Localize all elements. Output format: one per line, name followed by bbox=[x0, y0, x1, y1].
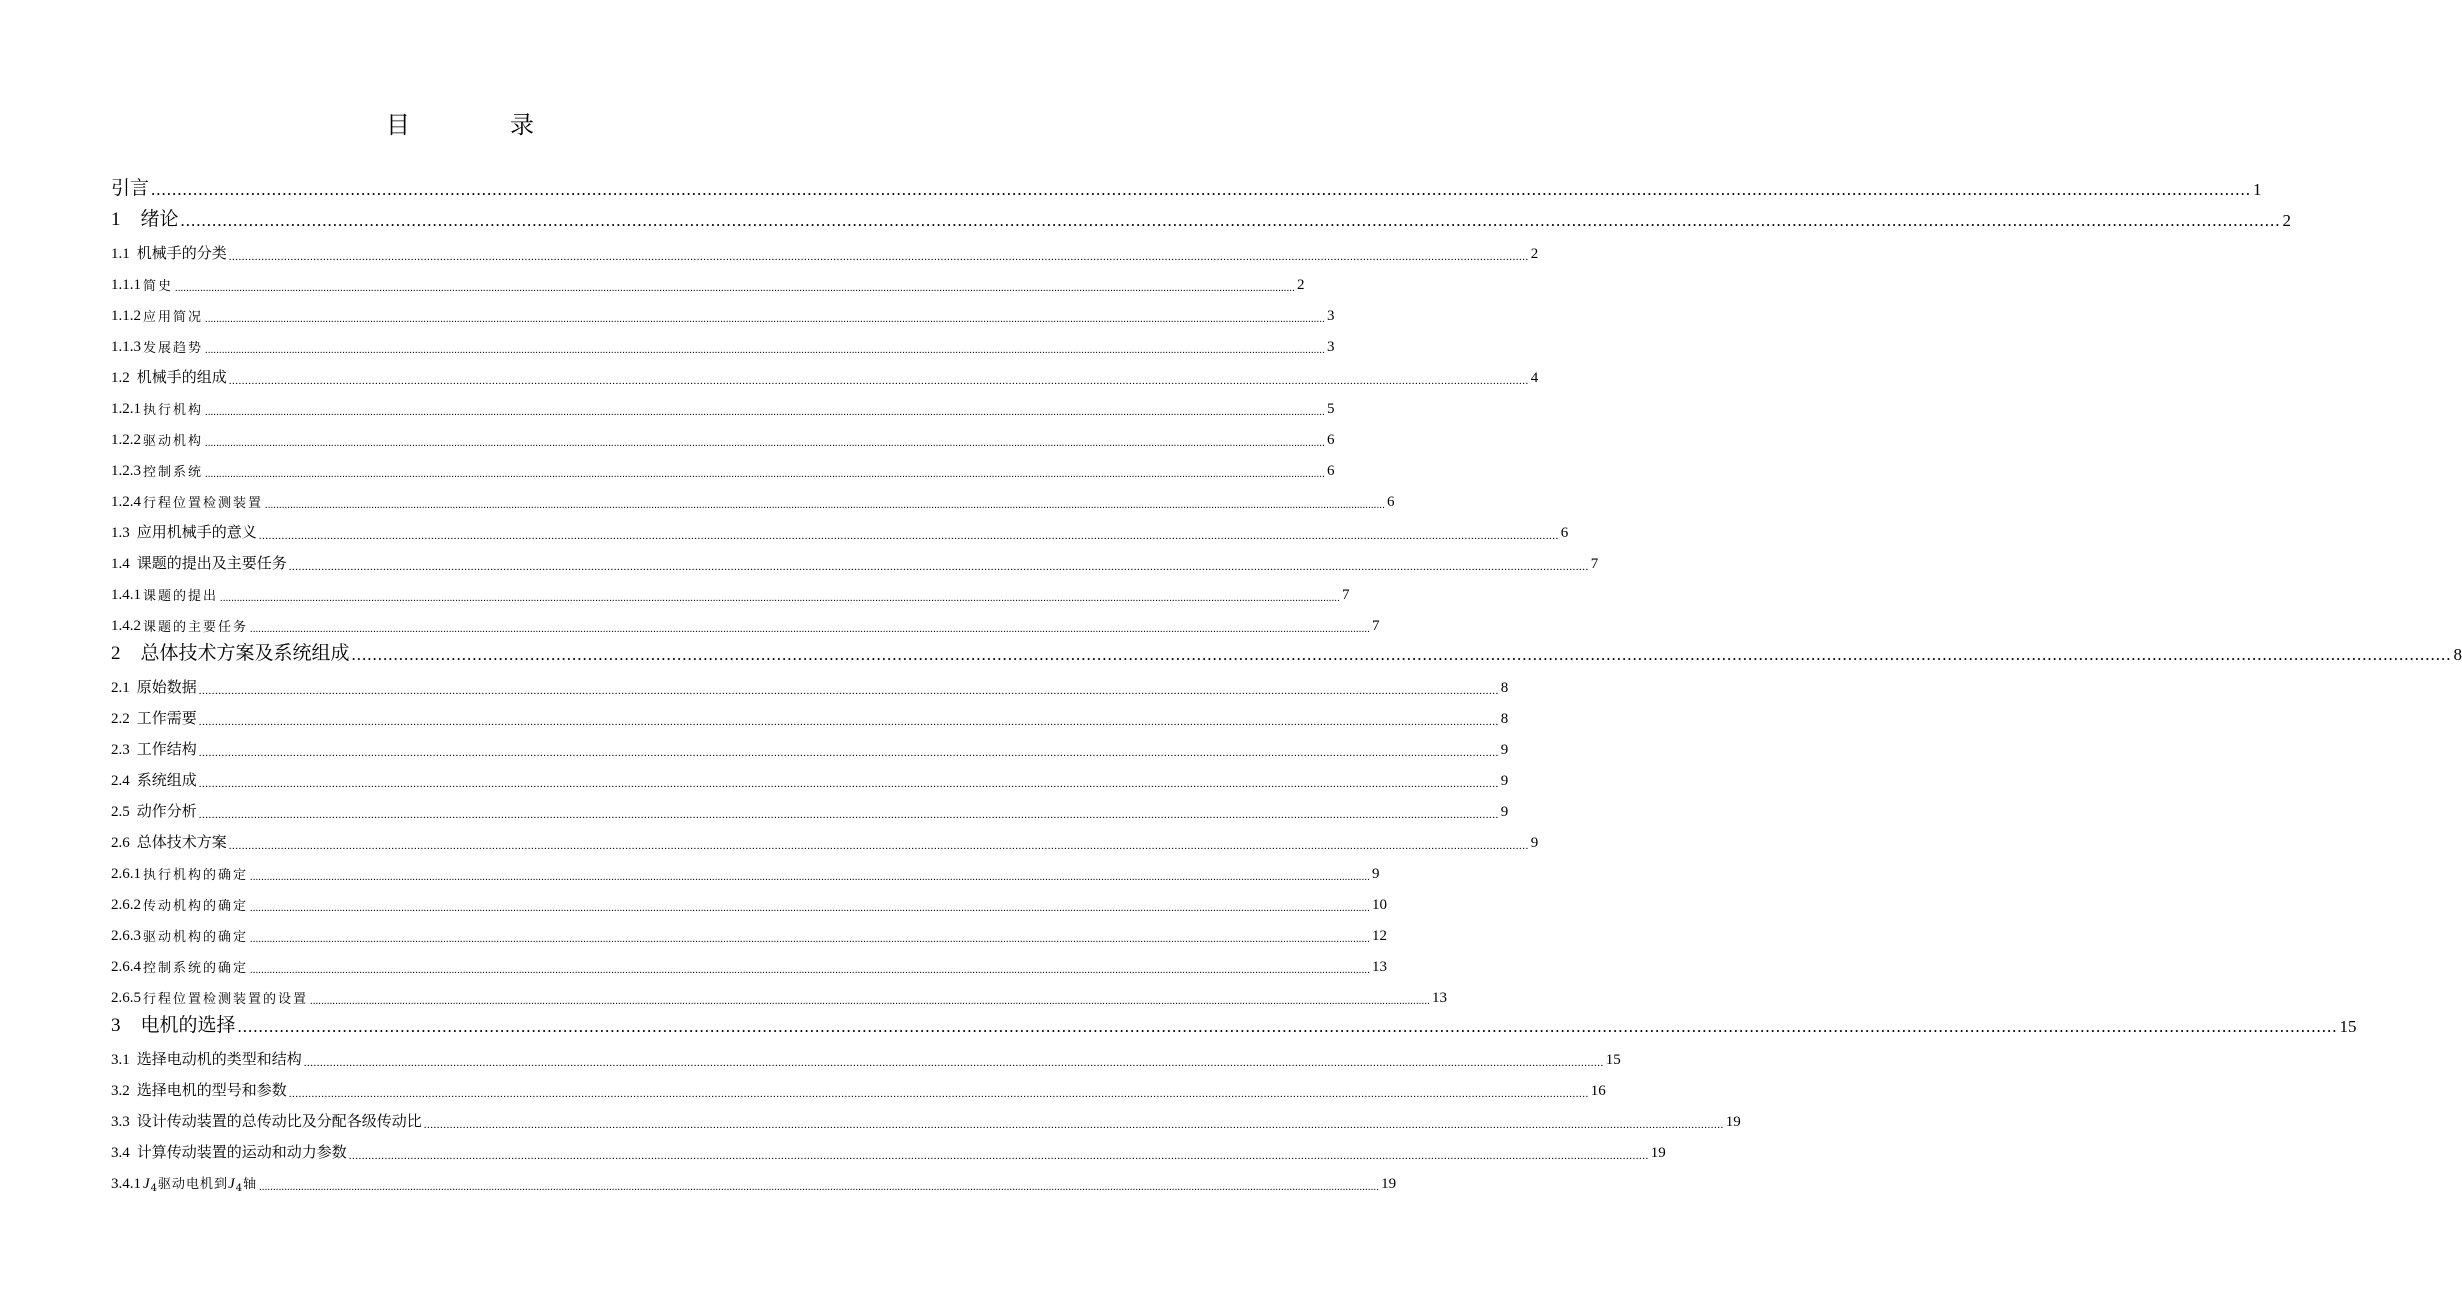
toc-section-number: 1.2.3 bbox=[111, 463, 141, 479]
toc-entry[interactable] bbox=[111, 1076, 1606, 1100]
toc-section-number: 2.5 bbox=[111, 804, 130, 820]
toc-page-number: 8 bbox=[1500, 680, 1509, 696]
dot-leader: ................................................................................................................................................................................................................................................................................................................................................................................................................ bbox=[228, 840, 1529, 852]
dot-leader: ................................................................................................................................................................................................................................................................................................................................................................................................................ bbox=[198, 809, 1499, 821]
dot-leader: ................................................................................................................................................................................................................................................................................................................................................................................................................ bbox=[205, 314, 1326, 325]
subscript: 4 bbox=[235, 1183, 244, 1194]
toc-page-number: 16 bbox=[1590, 1083, 1606, 1099]
toc-entry-label bbox=[111, 399, 203, 418]
toc-entry[interactable] bbox=[111, 549, 1599, 573]
toc-entry[interactable] bbox=[111, 890, 1388, 914]
toc-section-number: 1.2 bbox=[111, 370, 130, 386]
toc-section-number: 1.1.1 bbox=[111, 277, 141, 293]
toc-section-number: 1.2.4 bbox=[111, 494, 141, 510]
toc-entry-label bbox=[111, 895, 248, 914]
toc-section-number: 2.6.4 bbox=[111, 959, 141, 975]
toc-page-number: 7 bbox=[1372, 618, 1380, 634]
toc-page-number: 19 bbox=[1650, 1145, 1666, 1161]
toc-page-number: 8 bbox=[2453, 645, 2462, 664]
toc-section-number: 3.1 bbox=[111, 1052, 130, 1068]
toc-entry[interactable] bbox=[111, 611, 1380, 635]
toc-entry-label bbox=[111, 1141, 347, 1162]
toc-page-number: 2 bbox=[1530, 246, 1539, 262]
dot-leader: ................................................................................................................................................................................................................................................................................................................................................................................................................ bbox=[205, 345, 1326, 356]
dot-leader: ................................................................................................................................................................................................................................................................................................................................................................................................................ bbox=[288, 561, 1589, 573]
dot-leader: ................................................................................................................................................................................................................................................................................................................................................................................................................ bbox=[259, 1182, 1380, 1193]
toc-section-number: 2.6.1 bbox=[111, 866, 141, 882]
toc-entry-text: 系统组成 bbox=[136, 771, 197, 789]
subscript: 4 bbox=[150, 1183, 159, 1194]
toc-section-number: 1 bbox=[111, 209, 121, 230]
toc-entry-label bbox=[111, 337, 203, 356]
toc-entry-text: 工作需要 bbox=[136, 709, 197, 727]
toc-page-number: 15 bbox=[2339, 1017, 2357, 1036]
toc-section-number: 2.3 bbox=[111, 742, 130, 758]
toc-section-number: 1.4 bbox=[111, 556, 130, 572]
toc-entry-text: 控制系统 bbox=[143, 465, 204, 480]
toc-entry-text: 工作结构 bbox=[136, 740, 197, 758]
dot-leader: ................................................................................................................................................................................................................................................................................................................................................................................................................ bbox=[265, 500, 1386, 511]
dot-leader: ................................................................................................................................................................................................................................................................................................................................................................................................................ bbox=[423, 1119, 1724, 1131]
toc-section-number: 1.1.3 bbox=[111, 339, 141, 355]
toc-entry-label bbox=[111, 1010, 236, 1037]
toc-section-number: 3.2 bbox=[111, 1083, 130, 1099]
dot-leader: ................................................................................................................................................................................................................................................................................................................................................................................................................ bbox=[205, 438, 1326, 449]
toc-entry[interactable] bbox=[111, 394, 1335, 418]
toc-entry[interactable] bbox=[111, 766, 1509, 790]
toc-entry[interactable] bbox=[111, 921, 1388, 945]
toc-page-number: 8 bbox=[1500, 711, 1509, 727]
dot-leader: ................................................................................................................................................................................................................................................................................................................................................................................................................ bbox=[250, 903, 1371, 914]
toc-entry[interactable] bbox=[111, 1138, 1666, 1162]
toc-entry-label bbox=[111, 275, 173, 294]
toc-page-number: 6 bbox=[1327, 432, 1335, 448]
toc-page-number: 9 bbox=[1530, 835, 1539, 851]
toc-entry-text: 传动机构的确定 bbox=[143, 899, 249, 914]
toc-page-number: 4 bbox=[1530, 370, 1539, 386]
dot-leader: ................................................................................................................................................................................................................................................................................................................................................................................................................ bbox=[228, 251, 1529, 263]
dot-leader: ................................................................................................................................................................................................................................................................................................................................................................................................................ bbox=[205, 469, 1326, 480]
dot-leader: ................................................................................................................................................................................................................................................................................................................................................................................................................ bbox=[228, 375, 1529, 387]
toc-entry[interactable] bbox=[111, 207, 2292, 231]
toc-page-number: 9 bbox=[1372, 866, 1380, 882]
toc-entry-text: 课题的提出及主要任务 bbox=[136, 554, 287, 572]
toc-entry[interactable] bbox=[111, 859, 1380, 883]
toc-page-number: 9 bbox=[1500, 742, 1509, 758]
toc-entry-text: 绪论 bbox=[140, 208, 179, 230]
toc-entry[interactable] bbox=[111, 580, 1350, 604]
toc-entry-label bbox=[111, 769, 197, 790]
dot-leader: ................................................................................................................................................................................................................................................................................................................................................................................................................ bbox=[348, 1150, 1649, 1162]
toc-page-number: 13 bbox=[1372, 959, 1388, 975]
toc-title: 目 录 bbox=[386, 111, 572, 139]
toc-section-number: 3.4 bbox=[111, 1145, 130, 1161]
toc-entry-text: 控制系统的确定 bbox=[143, 961, 249, 976]
dot-leader: ................................................................................................................................................................................................................................................................................................................................................................................................................ bbox=[250, 624, 1371, 635]
toc-entry-label bbox=[111, 552, 287, 573]
toc-section-number: 2.4 bbox=[111, 773, 130, 789]
toc-page-number: 2 bbox=[2282, 211, 2292, 230]
dot-leader: ................................................................................................................................................................................................................................................................................................................................................................................................................ bbox=[198, 747, 1499, 759]
toc-page-number: 5 bbox=[1327, 401, 1335, 417]
toc-entry-text: 行程位置检测装置的设置 bbox=[143, 992, 309, 1007]
toc-entry[interactable] bbox=[111, 735, 1509, 759]
toc-entry-text: 计算传动装置的运动和动力参数 bbox=[136, 1143, 347, 1161]
toc-page-number: 3 bbox=[1327, 339, 1335, 355]
toc-page-number: 1 bbox=[2253, 180, 2262, 199]
toc-entry[interactable] bbox=[111, 828, 1539, 852]
toc-page-number: 7 bbox=[1342, 587, 1350, 603]
toc-page-number: 19 bbox=[1725, 1114, 1741, 1130]
toc-entry-text: 行程位置检测装置 bbox=[143, 496, 264, 511]
toc-entry-label bbox=[111, 173, 149, 200]
toc-section-number: 1.2.2 bbox=[111, 432, 141, 448]
toc-entry-label bbox=[111, 1079, 287, 1100]
toc-entry-text: 设计传动装置的总传动比及分配各级传动比 bbox=[136, 1112, 422, 1130]
toc-entry[interactable] bbox=[111, 518, 1569, 542]
toc-entry-label bbox=[111, 585, 218, 604]
toc-entry-label bbox=[111, 676, 197, 697]
toc-entry-label bbox=[111, 926, 248, 945]
toc-entry-label bbox=[111, 1048, 302, 1069]
toc-entry-text: 选择电动机的类型和结构 bbox=[136, 1050, 302, 1068]
toc-entry-label bbox=[111, 616, 248, 635]
toc-page-number: 13 bbox=[1432, 990, 1448, 1006]
toc-entry-label bbox=[111, 242, 227, 263]
toc-entry[interactable] bbox=[111, 797, 1509, 821]
toc-section-number: 1.4.2 bbox=[111, 618, 141, 634]
toc-entry-label bbox=[111, 638, 350, 665]
toc-entry[interactable] bbox=[111, 176, 2262, 200]
dot-leader: ................................................................................................................................................................................................................................................................................................................................................................................................................ bbox=[198, 778, 1499, 790]
variable-j: J bbox=[143, 1176, 151, 1192]
toc-entry[interactable] bbox=[111, 983, 1448, 1007]
toc-entry[interactable] bbox=[111, 239, 1539, 263]
toc-page-number: 3 bbox=[1327, 308, 1335, 324]
toc-entry-text: 执行机构 bbox=[143, 403, 204, 418]
toc-page-number: 6 bbox=[1560, 525, 1569, 541]
toc-page-number: 12 bbox=[1372, 928, 1388, 944]
toc-section-number: 3.3 bbox=[111, 1114, 130, 1130]
dot-leader: ................................................................................................................................................................................................................................................................................................................................................................................................................ bbox=[237, 1017, 2338, 1036]
toc-section-number: 2.6.2 bbox=[111, 897, 141, 913]
dot-leader: ................................................................................................................................................................................................................................................................................................................................................................................................................ bbox=[250, 965, 1371, 976]
toc-entry-text-tail: 轴 bbox=[243, 1177, 258, 1192]
dot-leader: ................................................................................................................................................................................................................................................................................................................................................................................................................ bbox=[151, 180, 2252, 199]
dot-leader: ................................................................................................................................................................................................................................................................................................................................................................................................................ bbox=[180, 211, 2281, 230]
toc-page-number: 7 bbox=[1590, 556, 1599, 572]
dot-leader: ................................................................................................................................................................................................................................................................................................................................................................................................................ bbox=[303, 1057, 1604, 1069]
toc-entry[interactable] bbox=[111, 641, 2462, 665]
toc-entry[interactable] bbox=[111, 332, 1335, 356]
toc-entry-text: 引言 bbox=[111, 177, 150, 199]
toc-section-number: 1.1.2 bbox=[111, 308, 141, 324]
toc-entry-text: 动作分析 bbox=[136, 802, 197, 820]
dot-leader: ................................................................................................................................................................................................................................................................................................................................................................................................................ bbox=[198, 685, 1499, 697]
toc-entry-text: 应用简况 bbox=[143, 310, 204, 325]
toc-entry-label bbox=[111, 204, 179, 231]
toc-entry-text: 驱动机构 bbox=[143, 434, 204, 449]
toc-entry-text: 执行机构的确定 bbox=[143, 868, 249, 883]
toc-entry[interactable] bbox=[111, 673, 1509, 697]
toc-entry[interactable] bbox=[111, 1045, 1621, 1069]
toc-page-number: 6 bbox=[1327, 463, 1335, 479]
toc-entry-text: 应用机械手的意义 bbox=[136, 523, 257, 541]
toc-section-number: 2.2 bbox=[111, 711, 130, 727]
toc-entry-text: 课题的主要任务 bbox=[143, 620, 249, 635]
toc-entry-text: 总体技术方案 bbox=[136, 833, 227, 851]
toc-section-number: 1.1 bbox=[111, 246, 130, 262]
toc-entry-label bbox=[111, 738, 197, 759]
toc-entry[interactable] bbox=[111, 1107, 1741, 1131]
toc-entry[interactable] bbox=[111, 301, 1335, 325]
toc-entry-label bbox=[111, 864, 248, 883]
toc-entry[interactable] bbox=[111, 704, 1509, 728]
toc-entry[interactable] bbox=[111, 425, 1335, 449]
dot-leader: ................................................................................................................................................................................................................................................................................................................................................................................................................ bbox=[310, 996, 1431, 1007]
toc-entry-text: 机械手的分类 bbox=[136, 244, 227, 262]
toc-section-number: 2.6 bbox=[111, 835, 130, 851]
toc-entry[interactable] bbox=[111, 270, 1305, 294]
dot-leader: ................................................................................................................................................................................................................................................................................................................................................................................................................ bbox=[250, 934, 1371, 945]
toc-entry-text: 选择电机的型号和参数 bbox=[136, 1081, 287, 1099]
toc-section-number: 2.6.5 bbox=[111, 990, 141, 1006]
dot-leader: ................................................................................................................................................................................................................................................................................................................................................................................................................ bbox=[205, 407, 1326, 418]
toc-entry-label bbox=[111, 988, 308, 1007]
toc-section-number: 3 bbox=[111, 1015, 121, 1036]
toc-entry[interactable] bbox=[111, 1013, 2357, 1037]
toc-entry-label bbox=[111, 800, 197, 821]
toc-entry[interactable] bbox=[111, 1169, 1397, 1194]
toc-entry-text: 发展趋势 bbox=[143, 341, 204, 356]
dot-leader: ................................................................................................................................................................................................................................................................................................................................................................................................................ bbox=[220, 593, 1341, 604]
toc-entry-label bbox=[111, 366, 227, 387]
toc-entry-label bbox=[111, 521, 257, 542]
dot-leader: ................................................................................................................................................................................................................................................................................................................................................................................................................ bbox=[351, 645, 2452, 664]
toc-entry-text: 机械手的组成 bbox=[136, 368, 227, 386]
toc-entry[interactable] bbox=[111, 363, 1539, 387]
toc-entry-label bbox=[111, 492, 263, 511]
toc-entry-label bbox=[111, 707, 197, 728]
toc-entry-label bbox=[111, 1173, 257, 1193]
toc-entry[interactable] bbox=[111, 952, 1388, 976]
toc-page-number: 9 bbox=[1500, 804, 1509, 820]
toc-page-number: 19 bbox=[1381, 1176, 1397, 1192]
dot-leader: ................................................................................................................................................................................................................................................................................................................................................................................................................ bbox=[198, 716, 1499, 728]
toc-entry-label bbox=[111, 461, 203, 480]
toc-entry-text: 总体技术方案及系统组成 bbox=[140, 642, 350, 664]
variable-j: J bbox=[228, 1176, 236, 1192]
dot-leader: ................................................................................................................................................................................................................................................................................................................................................................................................................ bbox=[175, 283, 1296, 294]
toc-entry-label bbox=[111, 831, 227, 852]
toc-entry-label bbox=[111, 306, 203, 325]
dot-leader: ................................................................................................................................................................................................................................................................................................................................................................................................................ bbox=[258, 530, 1559, 542]
dot-leader: ................................................................................................................................................................................................................................................................................................................................................................................................................ bbox=[288, 1088, 1589, 1100]
toc-page-number: 15 bbox=[1605, 1052, 1621, 1068]
toc-entry-label bbox=[111, 1110, 422, 1131]
toc-section-number: 3.4.1 bbox=[111, 1176, 141, 1192]
toc-page-number: 9 bbox=[1500, 773, 1509, 789]
toc-entry-text: 简史 bbox=[143, 279, 174, 294]
toc-section-number: 2.1 bbox=[111, 680, 130, 696]
toc-page-number: 6 bbox=[1387, 494, 1395, 510]
toc-entry-text: 原始数据 bbox=[136, 678, 197, 696]
toc-entry-text: 电机的选择 bbox=[140, 1014, 236, 1036]
toc-entry-text: 驱动机构的确定 bbox=[143, 930, 249, 945]
toc-section-number: 1.2.1 bbox=[111, 401, 141, 417]
toc-section-number: 1.4.1 bbox=[111, 587, 141, 603]
toc-section-number: 2 bbox=[111, 643, 121, 664]
toc-entry-label bbox=[111, 957, 248, 976]
toc-entry[interactable] bbox=[111, 456, 1335, 480]
toc-entry-text: 课题的提出 bbox=[143, 589, 219, 604]
dot-leader: ................................................................................................................................................................................................................................................................................................................................................................................................................ bbox=[250, 872, 1371, 883]
toc-entry-label bbox=[111, 430, 203, 449]
toc-entry-text bbox=[143, 1173, 257, 1193]
toc-page-number: 2 bbox=[1297, 277, 1305, 293]
toc-section-number: 1.3 bbox=[111, 525, 130, 541]
toc-entry[interactable] bbox=[111, 487, 1395, 511]
toc-section-number: 2.6.3 bbox=[111, 928, 141, 944]
toc-page-number: 10 bbox=[1372, 897, 1388, 913]
toc-entry-text-middle: 驱动电机到 bbox=[158, 1177, 229, 1192]
